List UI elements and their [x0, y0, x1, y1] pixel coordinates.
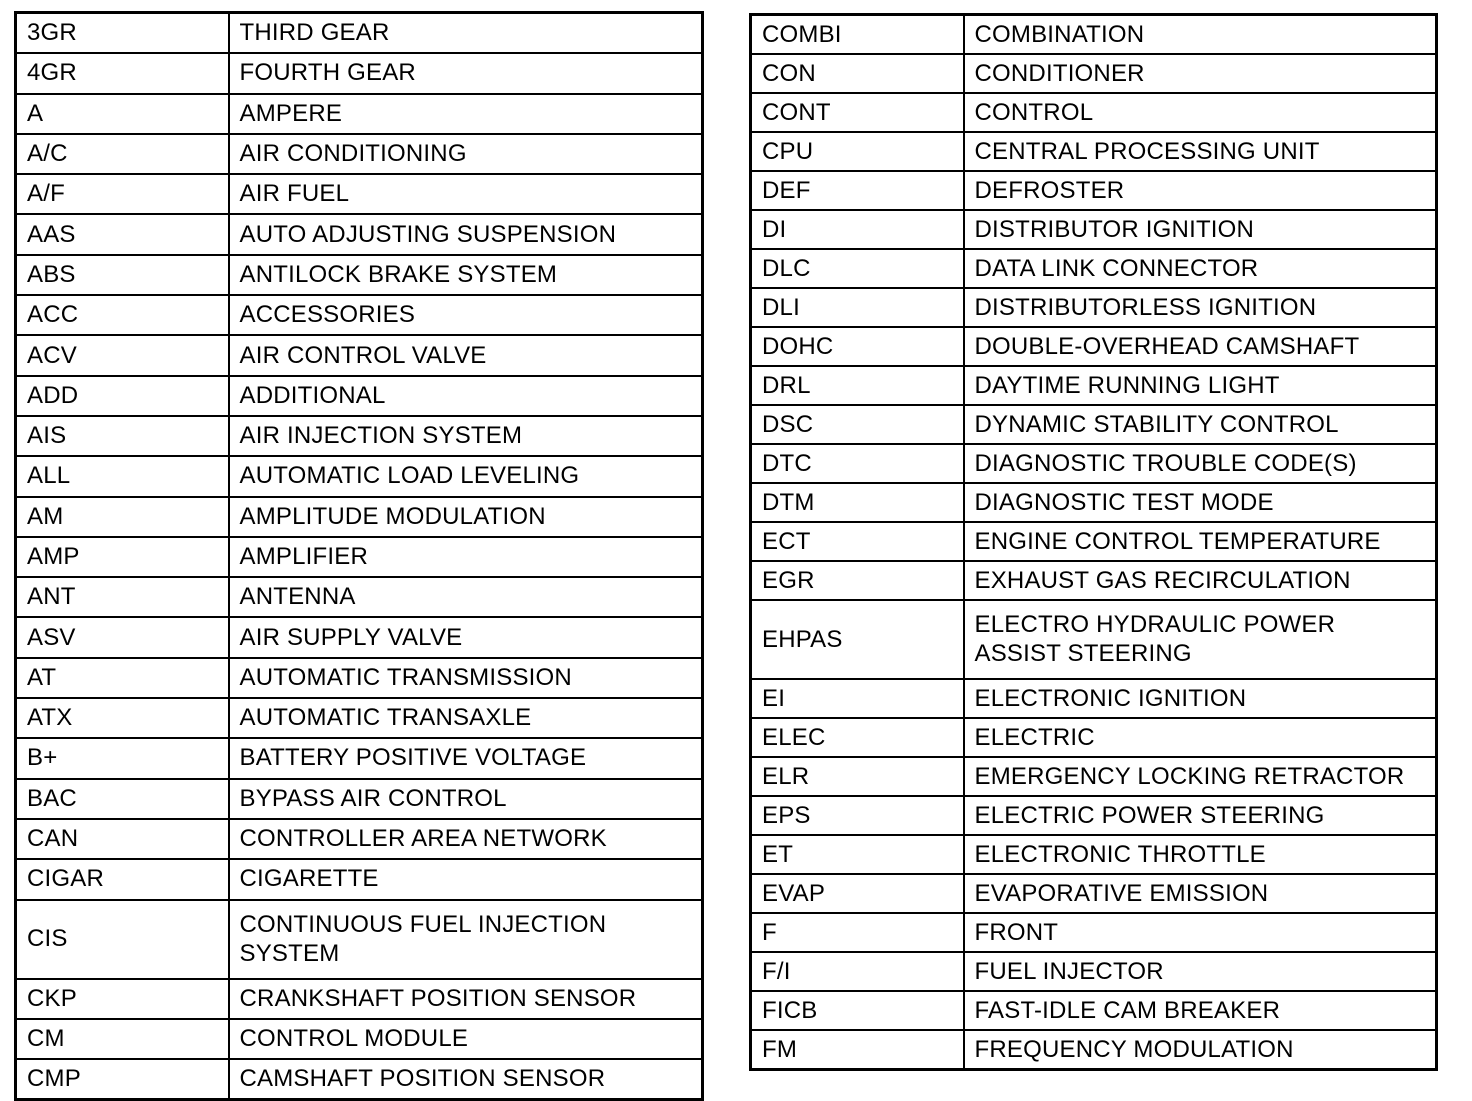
table-row [751, 600, 1437, 679]
meaning-cell: DIAGNOSTIC TEST MODE [964, 483, 1437, 522]
abbreviation-cell: A/F [16, 174, 229, 214]
table-row [751, 991, 1437, 1030]
abbreviation-cell: DTM [751, 483, 964, 522]
meaning-cell: CAMSHAFT POSITION SENSOR [229, 1059, 703, 1100]
table-row [751, 288, 1437, 327]
meaning-cell: EVAPORATIVE EMISSION [964, 874, 1437, 913]
table-row [751, 54, 1437, 93]
abbreviation-table-left-body [16, 13, 703, 1100]
abbreviation-cell: CONT [751, 93, 964, 132]
meaning-cell: DISTRIBUTORLESS IGNITION [964, 288, 1437, 327]
table-row [751, 679, 1437, 718]
meaning-cell: AUTOMATIC LOAD LEVELING [229, 456, 703, 496]
abbreviation-cell: 3GR [16, 13, 229, 54]
abbreviation-table-right-body [751, 15, 1437, 1070]
meaning-cell: ACCESSORIES [229, 295, 703, 335]
meaning-cell: ELECTRIC POWER STEERING [964, 796, 1437, 835]
table-row [16, 376, 703, 416]
meaning-cell: CONTROLLER AREA NETWORK [229, 819, 703, 859]
table-row [751, 210, 1437, 249]
table-row [751, 874, 1437, 913]
abbreviation-cell: CIGAR [16, 859, 229, 899]
meaning-cell: AMPERE [229, 94, 703, 134]
table-row [751, 327, 1437, 366]
abbreviation-cell: AMP [16, 537, 229, 577]
abbreviation-cell: EI [751, 679, 964, 718]
meaning-cell: BATTERY POSITIVE VOLTAGE [229, 738, 703, 778]
table-row [751, 1030, 1437, 1070]
table-row [16, 738, 703, 778]
meaning-cell: DISTRIBUTOR IGNITION [964, 210, 1437, 249]
abbreviation-cell: AT [16, 658, 229, 698]
abbreviation-cell: DLC [751, 249, 964, 288]
meaning-cell: CONDITIONER [964, 54, 1437, 93]
table-row [16, 658, 703, 698]
meaning-cell: AMPLIFIER [229, 537, 703, 577]
table-row [16, 134, 703, 174]
meaning-cell: AIR CONTROL VALVE [229, 335, 703, 375]
table-row [16, 779, 703, 819]
table-row [751, 249, 1437, 288]
meaning-cell: ANTILOCK BRAKE SYSTEM [229, 255, 703, 295]
abbreviation-cell: EGR [751, 561, 964, 600]
meaning-cell: AUTO ADJUSTING SUSPENSION [229, 214, 703, 254]
table-row [16, 456, 703, 496]
meaning-cell: AMPLITUDE MODULATION [229, 497, 703, 537]
abbreviation-cell: ASV [16, 617, 229, 657]
abbreviation-cell: DLI [751, 288, 964, 327]
abbreviation-cell: ELR [751, 757, 964, 796]
table-row [16, 537, 703, 577]
abbreviation-cell: FM [751, 1030, 964, 1070]
meaning-cell: ANTENNA [229, 577, 703, 617]
abbreviation-cell: ADD [16, 376, 229, 416]
meaning-cell: CONTROL MODULE [229, 1019, 703, 1059]
table-row [751, 405, 1437, 444]
abbreviation-cell: EVAP [751, 874, 964, 913]
abbreviation-cell: COMBI [751, 15, 964, 55]
abbreviation-cell: A [16, 94, 229, 134]
meaning-cell: FOURTH GEAR [229, 53, 703, 93]
abbreviation-cell: CAN [16, 819, 229, 859]
table-row [751, 93, 1437, 132]
meaning-cell: AUTOMATIC TRANSAXLE [229, 698, 703, 738]
table-row [751, 718, 1437, 757]
abbreviation-cell: DEF [751, 171, 964, 210]
meaning-cell: ELECTRO HYDRAULIC POWER ASSIST STEERING [964, 600, 1437, 679]
meaning-cell: FUEL INJECTOR [964, 952, 1437, 991]
meaning-cell: ADDITIONAL [229, 376, 703, 416]
meaning-cell: DOUBLE-OVERHEAD CAMSHAFT [964, 327, 1437, 366]
meaning-cell: AIR INJECTION SYSTEM [229, 416, 703, 456]
abbreviation-cell: CON [751, 54, 964, 93]
meaning-cell: FRONT [964, 913, 1437, 952]
meaning-cell: BYPASS AIR CONTROL [229, 779, 703, 819]
table-row [16, 13, 703, 54]
table-row [751, 757, 1437, 796]
abbreviation-cell: AAS [16, 214, 229, 254]
table-row [16, 1019, 703, 1059]
table-row [16, 979, 703, 1019]
table-row [16, 617, 703, 657]
table-row [751, 952, 1437, 991]
table-row [16, 335, 703, 375]
abbreviation-cell: CKP [16, 979, 229, 1019]
meaning-cell: CENTRAL PROCESSING UNIT [964, 132, 1437, 171]
abbreviation-table-left [14, 11, 704, 1101]
table-row [16, 295, 703, 335]
meaning-cell: ELECTRONIC IGNITION [964, 679, 1437, 718]
meaning-cell: FAST-IDLE CAM BREAKER [964, 991, 1437, 1030]
abbreviation-cell: ATX [16, 698, 229, 738]
meaning-cell: FREQUENCY MODULATION [964, 1030, 1437, 1070]
abbreviation-cell: 4GR [16, 53, 229, 93]
meaning-cell: CRANKSHAFT POSITION SENSOR [229, 979, 703, 1019]
abbreviation-table-right [749, 13, 1438, 1071]
meaning-cell: AIR SUPPLY VALVE [229, 617, 703, 657]
table-row [751, 483, 1437, 522]
meaning-cell: DIAGNOSTIC TROUBLE CODE(S) [964, 444, 1437, 483]
table-row [751, 366, 1437, 405]
abbreviation-cell: A/C [16, 134, 229, 174]
meaning-cell: ENGINE CONTROL TEMPERATURE [964, 522, 1437, 561]
meaning-cell: ELECTRONIC THROTTLE [964, 835, 1437, 874]
meaning-cell: CIGARETTE [229, 859, 703, 899]
abbreviation-cell: CM [16, 1019, 229, 1059]
table-row [751, 444, 1437, 483]
abbreviation-cell: CPU [751, 132, 964, 171]
table-row [751, 835, 1437, 874]
table-row [16, 94, 703, 134]
meaning-cell: EMERGENCY LOCKING RETRACTOR [964, 757, 1437, 796]
abbreviation-cell: DOHC [751, 327, 964, 366]
meaning-cell: DYNAMIC STABILITY CONTROL [964, 405, 1437, 444]
meaning-cell: CONTROL [964, 93, 1437, 132]
abbreviation-cell: FICB [751, 991, 964, 1030]
abbreviation-cell: F/I [751, 952, 964, 991]
abbreviation-cell: ET [751, 835, 964, 874]
table-row [751, 913, 1437, 952]
meaning-cell: AIR CONDITIONING [229, 134, 703, 174]
abbreviation-cell: AM [16, 497, 229, 537]
abbreviation-cell: ACV [16, 335, 229, 375]
abbreviation-cell: ABS [16, 255, 229, 295]
table-row [16, 497, 703, 537]
meaning-cell: DEFROSTER [964, 171, 1437, 210]
table-row [16, 698, 703, 738]
abbreviation-cell: DRL [751, 366, 964, 405]
meaning-cell: EXHAUST GAS RECIRCULATION [964, 561, 1437, 600]
table-row [751, 171, 1437, 210]
abbreviation-cell: BAC [16, 779, 229, 819]
meaning-cell: CONTINUOUS FUEL INJECTION SYSTEM [229, 900, 703, 979]
abbreviation-cell: EHPAS [751, 600, 964, 679]
meaning-cell: THIRD GEAR [229, 13, 703, 54]
abbreviation-cell: DI [751, 210, 964, 249]
abbreviation-cell: EPS [751, 796, 964, 835]
table-row [16, 174, 703, 214]
table-row [16, 255, 703, 295]
meaning-cell: DAYTIME RUNNING LIGHT [964, 366, 1437, 405]
table-row [16, 53, 703, 93]
table-row [16, 577, 703, 617]
table-row [16, 900, 703, 979]
abbreviation-cell: CIS [16, 900, 229, 979]
table-row [16, 416, 703, 456]
meaning-cell: AUTOMATIC TRANSMISSION [229, 658, 703, 698]
table-row [751, 132, 1437, 171]
abbreviation-cell: AIS [16, 416, 229, 456]
meaning-cell: COMBINATION [964, 15, 1437, 55]
meaning-cell: AIR FUEL [229, 174, 703, 214]
table-row [751, 15, 1437, 55]
abbreviation-cell: CMP [16, 1059, 229, 1100]
table-row [16, 819, 703, 859]
abbreviation-cell: ANT [16, 577, 229, 617]
abbreviation-cell: ELEC [751, 718, 964, 757]
table-row [16, 214, 703, 254]
meaning-cell: ELECTRIC [964, 718, 1437, 757]
table-row [751, 522, 1437, 561]
abbreviation-cell: B+ [16, 738, 229, 778]
table-row [16, 1059, 703, 1100]
abbreviation-cell: F [751, 913, 964, 952]
abbreviation-cell: DTC [751, 444, 964, 483]
abbreviation-cell: ALL [16, 456, 229, 496]
table-row [751, 561, 1437, 600]
meaning-cell: DATA LINK CONNECTOR [964, 249, 1437, 288]
abbreviation-cell: ACC [16, 295, 229, 335]
abbreviation-cell: DSC [751, 405, 964, 444]
table-row [16, 859, 703, 899]
table-row [751, 796, 1437, 835]
abbreviation-cell: ECT [751, 522, 964, 561]
